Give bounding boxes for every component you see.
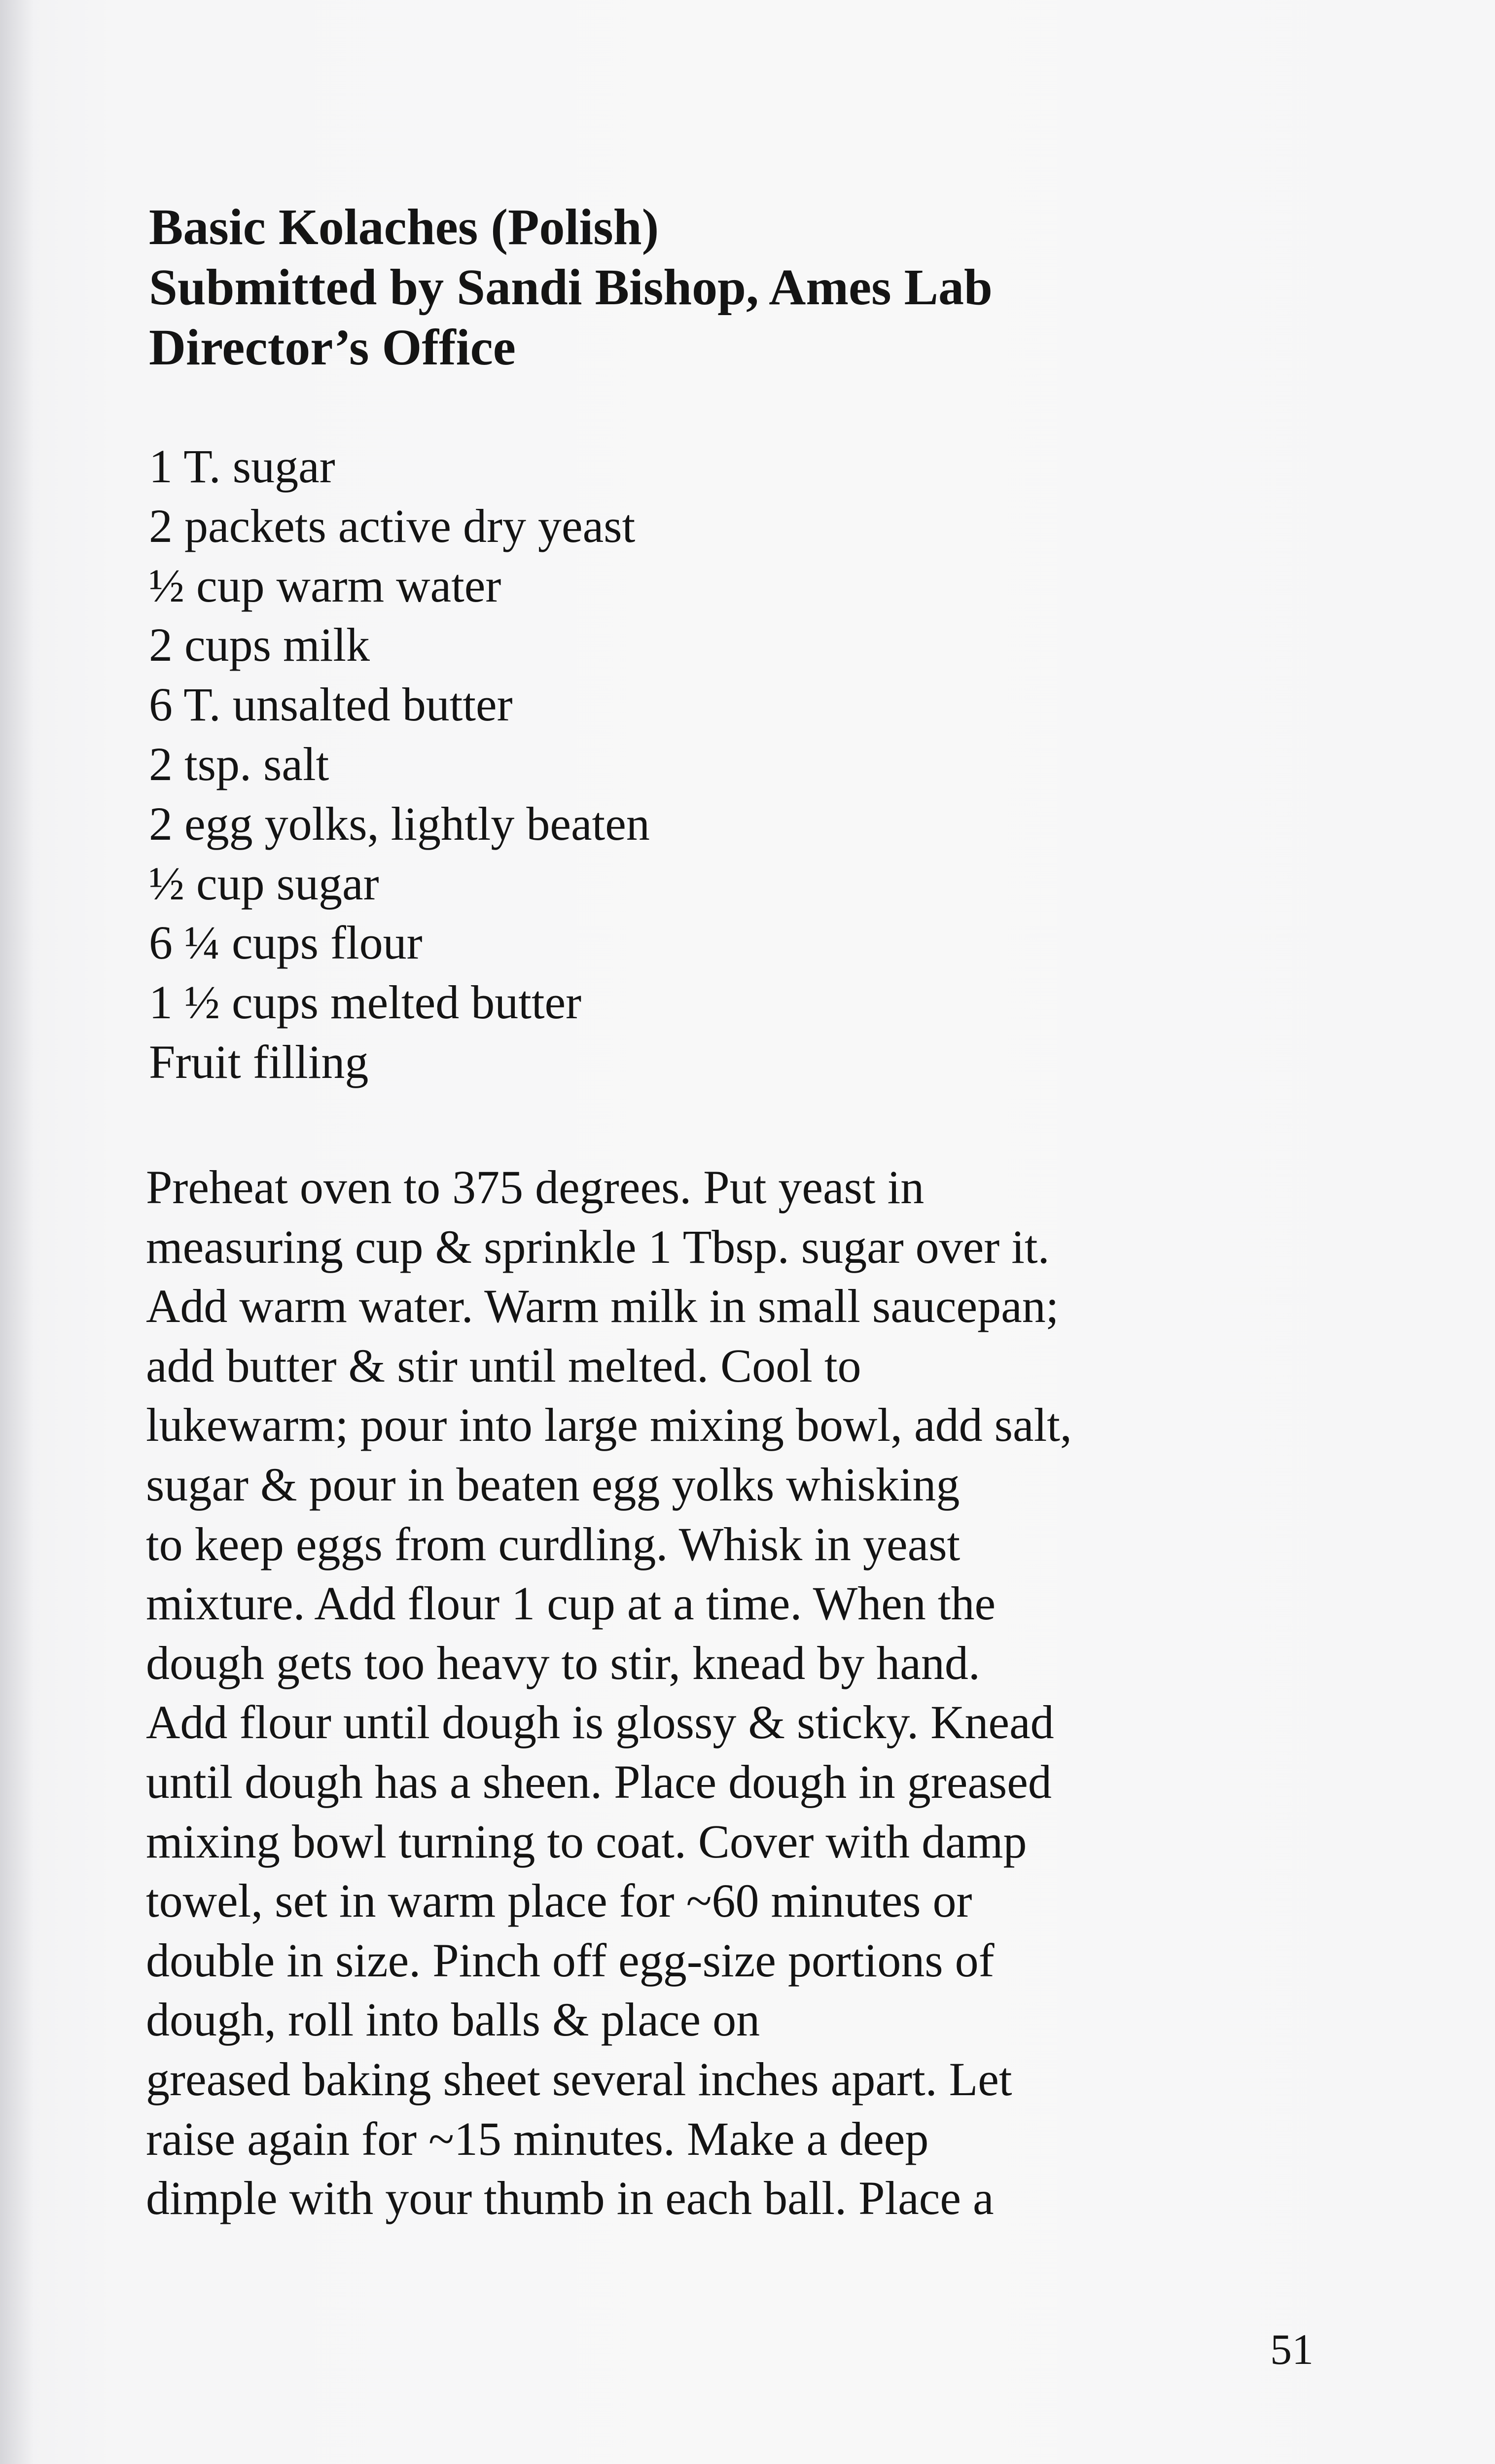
instruction-line: dough gets too heavy to stir, knead by hand. <box>146 1636 980 1689</box>
page-number: 51 <box>1270 2326 1314 2374</box>
instruction-line: to keep eggs from curdling. Whisk in yeast <box>146 1517 961 1571</box>
ingredient-item: 1 ½ cups melted butter <box>149 976 582 1029</box>
ingredient-item: 2 tsp. salt <box>149 737 329 790</box>
instruction-line: measuring cup & sprinkle 1 Tbsp. sugar over it. <box>146 1220 1050 1273</box>
instruction-line: dough, roll into balls & place on <box>146 1993 760 2046</box>
ingredient-item: 2 egg yolks, lightly beaten <box>149 797 650 850</box>
ingredient-list <box>149 437 1382 1092</box>
ingredient-item: Fruit filling <box>149 1035 369 1088</box>
instruction-line: double in size. Pinch off egg-size portions of <box>146 1933 995 1987</box>
instruction-line: Add warm water. Warm milk in small saucepan; <box>146 1280 1059 1333</box>
recipe-header <box>149 197 1382 378</box>
instruction-line: until dough has a sheen. Place dough in greased <box>146 1755 1052 1808</box>
ingredient-item: 1 T. sugar <box>149 440 335 493</box>
ingredient-item: ½ cup sugar <box>149 857 379 910</box>
recipe-title: Basic Kolaches (Polish) <box>149 199 659 255</box>
ingredient-item: 2 cups milk <box>149 618 370 672</box>
recipe-submitter: Submitted by Sandi Bishop, Ames Lab <box>149 259 993 316</box>
ingredient-item: 2 packets active dry yeast <box>149 499 636 552</box>
instruction-line: Add flour until dough is glossy & sticky. Knead <box>146 1696 1054 1749</box>
instruction-line: dimple with your thumb in each ball. Place a <box>146 2172 994 2225</box>
recipe-submitter-office: Director’s Office <box>149 319 516 376</box>
instruction-line: towel, set in warm place for ~60 minutes or <box>146 1874 972 1928</box>
instruction-line: mixture. Add flour 1 cup at a time. When the <box>146 1577 996 1630</box>
instruction-line: raise again for ~15 minutes. Make a deep <box>146 2112 929 2165</box>
binding-shadow <box>0 0 35 2464</box>
instruction-line: Preheat oven to 375 degrees. Put yeast in <box>146 1161 925 1214</box>
ingredient-item: 6 T. unsalted butter <box>149 678 513 731</box>
instruction-line: mixing bowl turning to coat. Cover with damp <box>146 1815 1027 1868</box>
instruction-line: greased baking sheet several inches apart. Let <box>146 2052 1012 2106</box>
instruction-line: sugar & pour in beaten egg yolks whisking <box>146 1458 960 1511</box>
instruction-line: add butter & stir until melted. Cool to <box>146 1339 861 1392</box>
instruction-line: lukewarm; pour into large mixing bowl, add salt, <box>146 1398 1072 1452</box>
instructions-paragraph <box>146 1158 1448 2228</box>
ingredient-item: ½ cup warm water <box>149 559 501 612</box>
ingredient-item: 6 ¼ cups flour <box>149 916 423 969</box>
